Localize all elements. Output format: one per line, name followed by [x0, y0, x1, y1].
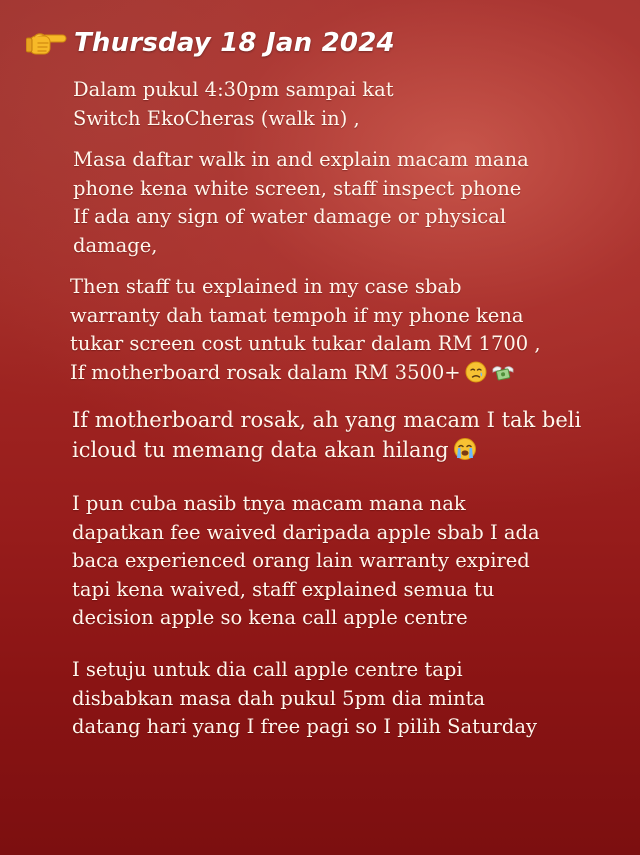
text-line: If ada any sign of water damage or physical: [73, 205, 507, 228]
paragraph-data-loss: [72, 405, 581, 469]
text-line: Then staff tu explained in my case sbab: [70, 275, 462, 298]
pointing-hand-icon: [26, 28, 68, 58]
text-line: icloud tu memang data akan hilang: [72, 438, 449, 462]
paragraph-inspection: [73, 146, 529, 260]
loudly-crying-face-icon: [453, 437, 477, 469]
money-with-wings-icon: [491, 361, 515, 392]
text-line: damage,: [73, 233, 158, 257]
text-line: Dalam pukul 4:30pm sampai kat: [73, 78, 394, 101]
paragraph-appointment: [72, 656, 537, 742]
text-line: phone kena white screen, staff inspect phone: [73, 176, 522, 200]
text-line: decision apple so kena call apple centre: [72, 606, 468, 629]
crying-face-icon: [465, 361, 487, 392]
text-line-with-emoji: [72, 435, 581, 469]
paragraph-arrival: [73, 76, 394, 133]
text-line: If motherboard rosak dalam RM 3500+: [70, 360, 461, 384]
text-line: tukar screen cost untuk tukar dalam RM 1700 ,: [70, 332, 541, 355]
page-title: Thursday 18 Jan 2024: [74, 28, 395, 58]
text-line: If motherboard rosak, ah yang macam I tak beli: [72, 408, 582, 432]
text-line: Switch EkoCheras (walk in) ,: [73, 106, 360, 130]
text-line-with-emoji: [70, 359, 541, 392]
text-line: dapatkan fee waived daripada apple sbab I ada: [72, 520, 540, 544]
paragraph-fee-waiver: [72, 490, 540, 633]
text-line: I setuju untuk dia call apple centre tapi: [72, 658, 463, 681]
text-line: tapi kena waived, staff explained semua tu: [72, 577, 495, 601]
paragraph-cost: [70, 273, 541, 391]
text-line: datang hari yang I free pagi so I pilih Saturday: [72, 715, 538, 738]
text-line: disbabkan masa dah pukul 5pm dia minta: [72, 686, 486, 710]
text-line: warranty dah tamat tempoh if my phone kena: [70, 303, 524, 327]
text-line: Masa daftar walk in and explain macam mana: [73, 148, 529, 171]
title-row: [26, 24, 395, 62]
text-line: baca experienced orang lain warranty expired: [72, 549, 530, 572]
text-line: I pun cuba nasib tnya macam mana nak: [72, 492, 466, 515]
